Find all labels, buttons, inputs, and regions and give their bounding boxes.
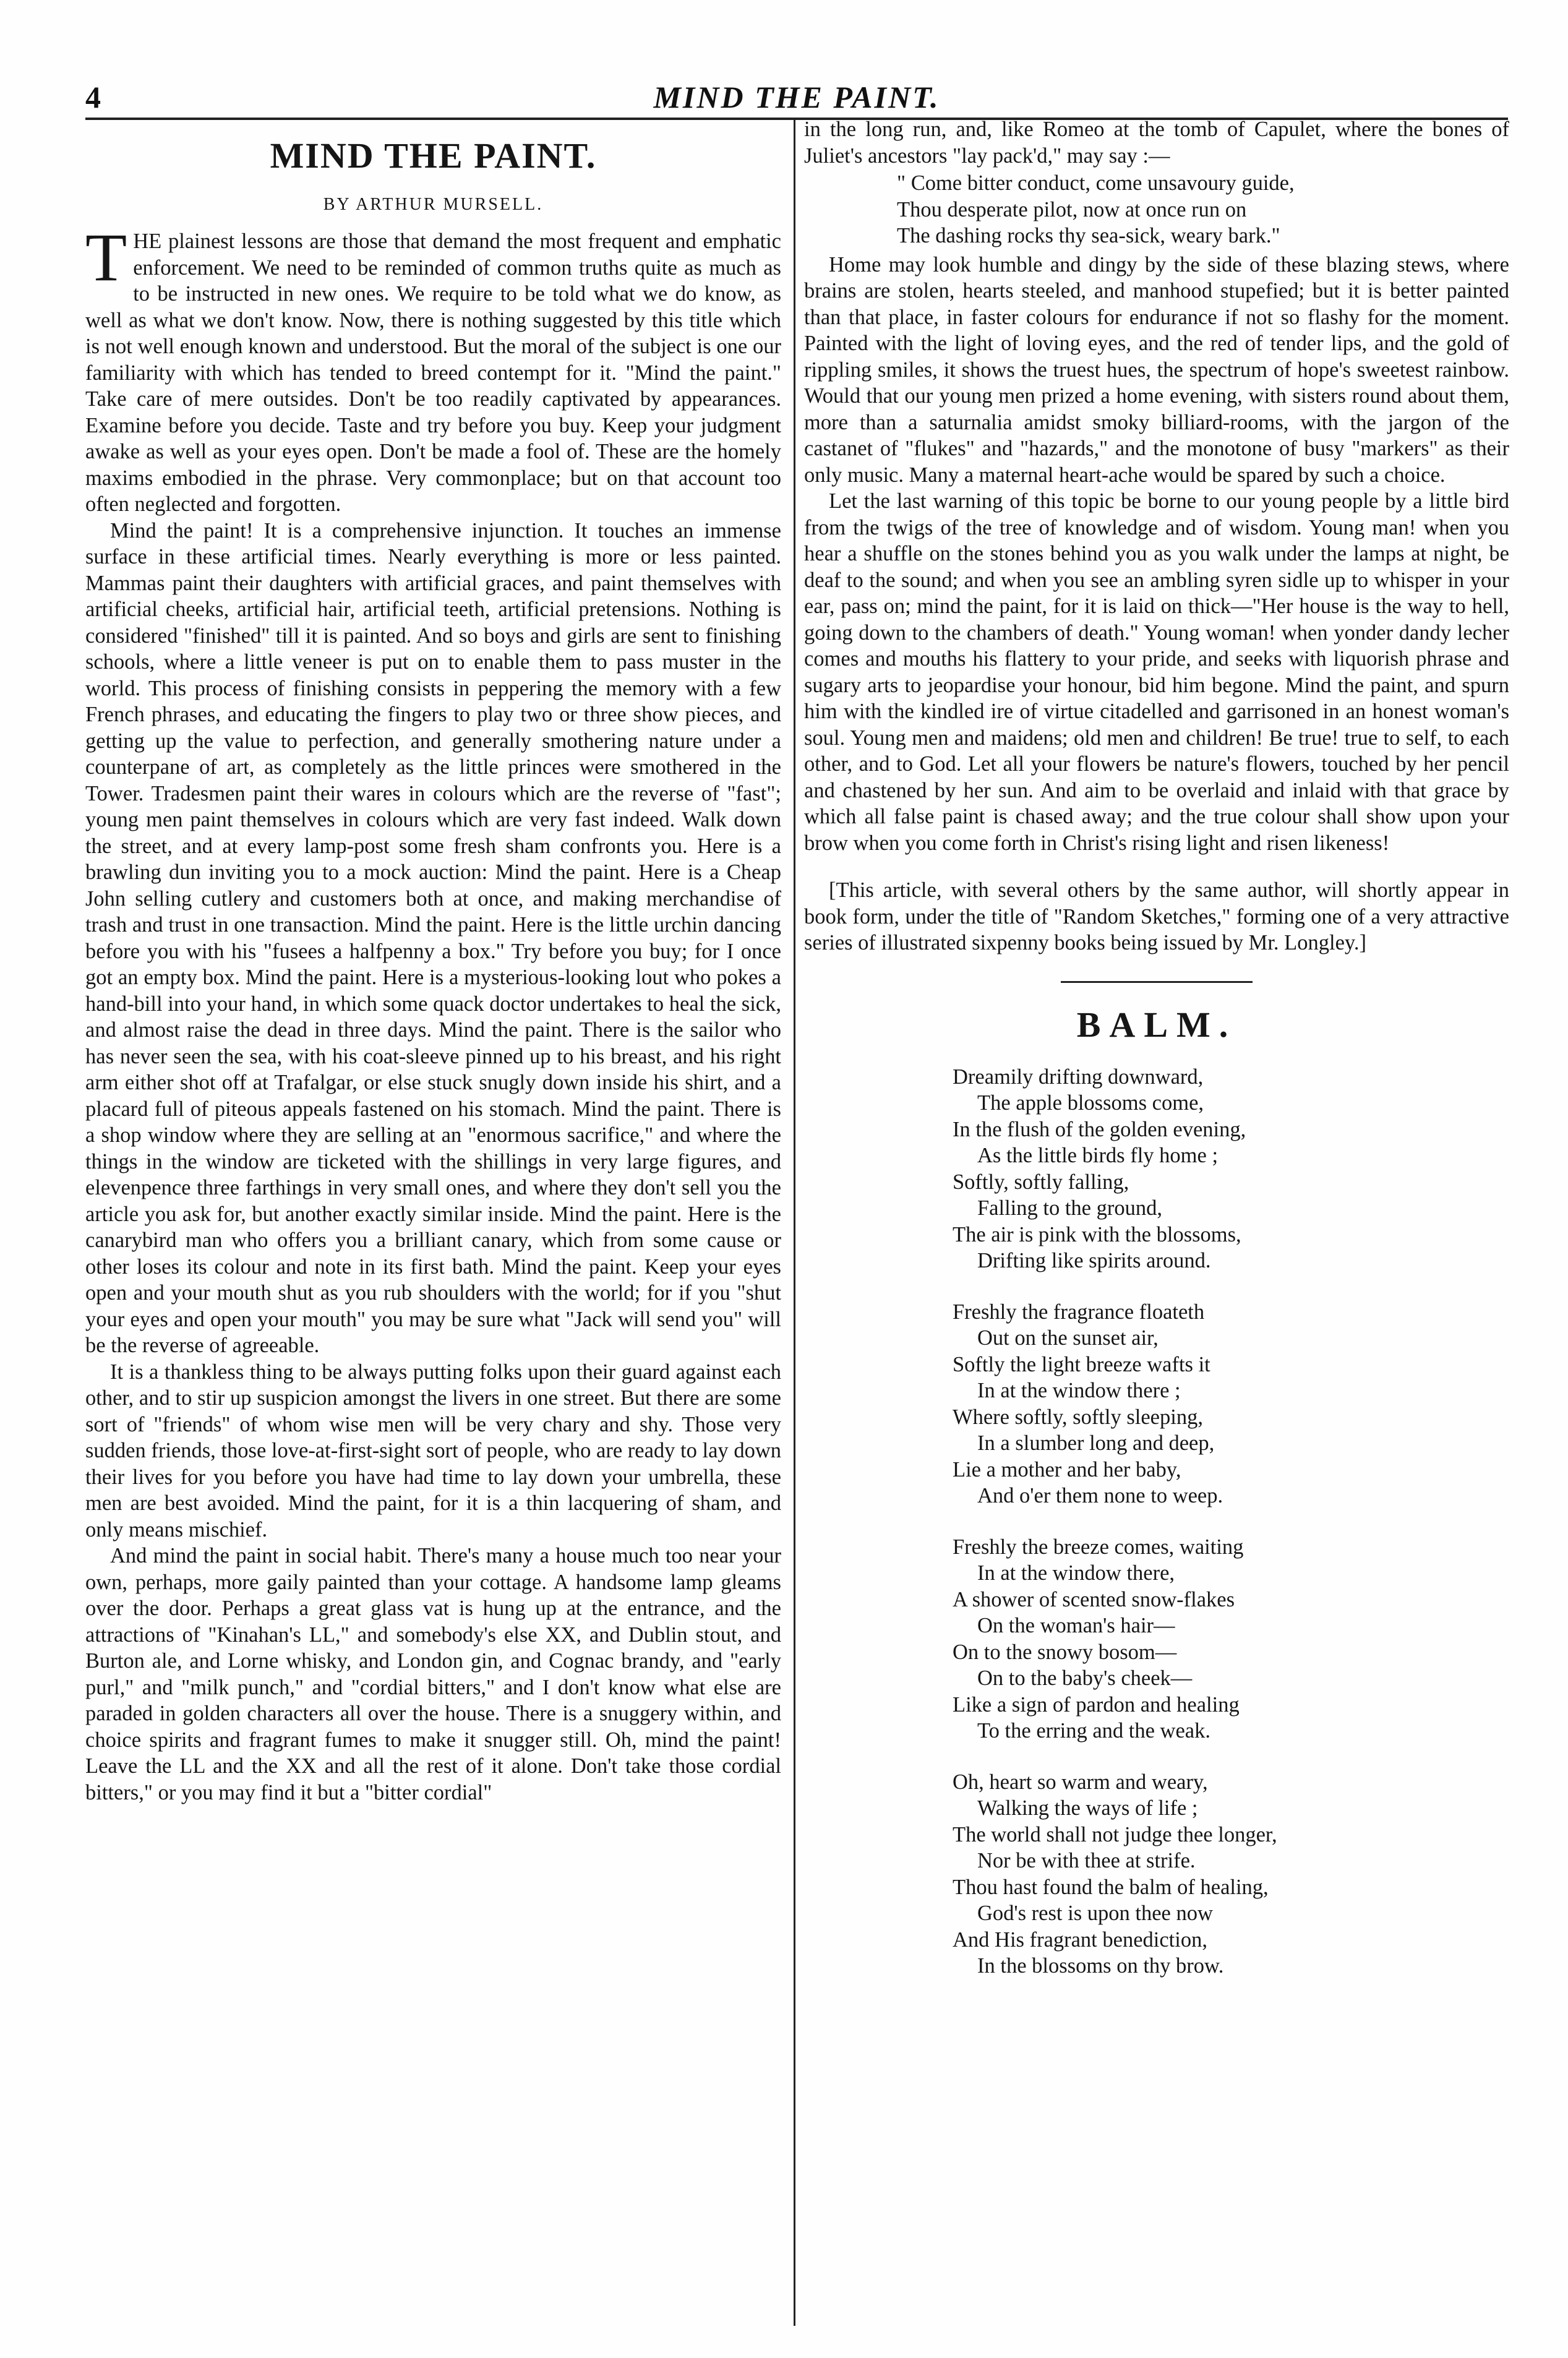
paragraph-text: HE plainest lessons are those that demand the most frequent and emphatic enforcement. We need to be reminded of common truths quite as much as to be instructed in new ones. We require to be told what we do know, as well as what we don't know. Now, there is nothing suggested by this title which is not well enough known and understood. But the moral of the subject is one our familiarity with which has tended to breed contempt for it. "Mind the paint." Take care of mere outsides. Don't be too readily captivated by appearances. Examine before you decide. Taste and try before you buy. Keep your judgment awake as well as your eyes open. Don't be made a fool of. These are the homely maxims embodied in the phrase. Very commonplace; but on that account too often neglected and forgotten. bbox=[85, 229, 781, 516]
poem-line: Where softly, softly sleeping, bbox=[953, 1405, 1203, 1429]
poem-line: And o'er them none to weep. bbox=[977, 1484, 1223, 1507]
poem-stanza bbox=[953, 1064, 1509, 1274]
verse-quote bbox=[897, 170, 1509, 249]
poem-line: Oh, heart so warm and weary, bbox=[953, 1770, 1208, 1794]
poem-line: Dreamily drifting downward, bbox=[953, 1065, 1204, 1089]
left-column bbox=[85, 124, 781, 1806]
article-paragraph-2: Mind the paint! It is a comprehensive injunction. It touches an immense surface in these artificial times. Nearly everything is more or less painted. Mammas paint their daughters with artificial graces, and paint themselves with artificial cheeks, artificial hair, artificial teeth, artificial pretensions. Nothing is considered "finished" till it is painted. And so boys and girls are sent to finishing schools, where a little veneer is put on to enable them to pass muster in the world. This process of finishing consists in peppering the memory with a few French phrases, and educating the fingers to play two or three show pieces, and getting up the value to perfection, and generally smothering nature under a counterpane of art, as completely as the little princes were smothered in the Tower. Tradesmen paint their wares in colours which are the reverse of "fast"; young men paint themselves in colours which are very fast indeed. Walk down the street, and at every lamp-post some fresh sham confronts you. Here is a brawling dun inviting you to a mock auction: Mind the paint. Here is a Cheap John selling cutlery and customers both at once, and making merchandise of trash and trust in one transaction. Mind the paint. Here is the little urchin dancing before you with his "fusees a halfpenny a box." Try before you buy; for I once got an empty box. Mind the paint. Here is a mysterious-looking lout who pokes a hand-bill into your hand, in which some quack doctor undertakes to heal the sick, and almost raise the dead in three days. Mind the paint. There is the sailor who has never seen the sea, with his coat-sleeve pinned up to his breast, and his right arm either shot off at Trafalgar, or else stuck snugly down inside his shirt, and a placard full of piteous appeals fastened on his stomach. Mind the paint. There is a shop window where they are selling at an "enormous sacrifice," and where the things in the window are ticketed with the shillings in very large figures, and elevenpence three farthings in very small ones, and where they don't sell you the article you ask for, but another exactly similar inside. Mind the paint. Here is the canarybird man who offers you a brilliant canary, which from some cause or other loses its colour and note in its first bath. Mind the paint. Keep your eyes open and your mouth shut as you rub shoulders with the world; for if you "shut your eyes and open your mouth" you may be sure what "Jack will send you" will be the reverse of agreeable. bbox=[85, 518, 781, 1357]
poem-stanza bbox=[953, 1769, 1509, 1979]
column-rule bbox=[794, 118, 795, 2326]
quote-line: Thou desperate pilot, now at once run on bbox=[897, 197, 1247, 221]
article-title: MIND THE PAINT. bbox=[270, 135, 597, 176]
right-column bbox=[804, 116, 1509, 2004]
poem-line: Softly, softly falling, bbox=[953, 1170, 1129, 1194]
poem-line: On to the snowy bosom— bbox=[953, 1640, 1177, 1664]
poem-line: A shower of scented snow-flakes bbox=[953, 1587, 1235, 1611]
poem-line: Freshly the breeze comes, waiting bbox=[953, 1535, 1244, 1559]
article-paragraph-1 bbox=[85, 220, 781, 518]
article-paragraph-continued: in the long run, and, like Romeo at the tomb of Capulet, where the bones of Juliet's ancestors "lay pack'd," may say :— bbox=[804, 118, 1509, 168]
poem-stanza bbox=[953, 1534, 1509, 1744]
article-paragraph-6: Let the last warning of this topic be borne to our young people by a little bird from the twigs of the tree of knowledge and of wisdom. Young man! when you hear a shuffle on the stones behind you as you walk under the lamps at night, be deaf to the sound; and when you see an ambling syren sidle up to whisper in your ear, pass on; mind the paint, for it is laid on thick—"Her house is the way to hell, going down to the chambers of death." Young woman! when yonder dandy lecher comes and mouths his flattery to your pride, and seeks with liquorish phrase and sugary arts to jeopardise your honour, bid him begone. Mind the paint, and spurn him with the kindled ire of virtue citadelled and garrisoned in an honest woman's soul. Young men and maidens; old men and children! Be true! true to self, to each other, and to God. Let all your flowers be nature's flowers, touched by her pencil and chastened by her sun. And aim to be overlaid and inlaid with that grace by which all false paint is chased away; and the true colour shall show upon your brow when you come forth in Christ's rising light and risen likeness! bbox=[804, 489, 1509, 855]
article-paragraph-4: And mind the paint in social habit. There's many a house much too near your own, perhaps, more gaily painted than your cottage. A handsome lamp gleams over the door. Perhaps a great glass vat is hung up at the entrance, and the attractions of "Kinahan's LL," and somebody's else XX, and Dublin stout, and Burton ale, and Lorne whisky, and London gin, and Cognac brandy, and "early purl," and "milk punch," and "cordial bitters," and I don't know what else are paraded in golden characters all over the house. There is a snuggery within, and choice spirits and fragrant fumes to make it snugger still. Oh, mind the paint! Leave the LL and the XX and all the rest of it alone. Don't take those cordial bitters," or you may find it but a "bitter cordial" bbox=[85, 1544, 781, 1804]
poem-line: In at the window there ; bbox=[977, 1379, 1181, 1402]
poem-stanza bbox=[953, 1299, 1509, 1509]
poem-line: Out on the sunset air, bbox=[977, 1326, 1159, 1350]
section-separator bbox=[1061, 981, 1253, 983]
poem-line: On to the baby's cheek— bbox=[977, 1666, 1193, 1690]
running-head bbox=[85, 79, 1508, 116]
editorial-note: [This article, with several others by the same author, will shortly appear in book form, under the title of "Random Sketches," forming one of a very attractive series of illustrated sixpenny books being issued by Mr. Longley.] bbox=[804, 878, 1509, 954]
poem-line: The world shall not judge thee longer, bbox=[953, 1822, 1277, 1846]
poem-line: As the little birds fly home ; bbox=[977, 1144, 1219, 1167]
poem-line: Walking the ways of life ; bbox=[977, 1796, 1198, 1820]
poem-line: Falling to the ground, bbox=[977, 1196, 1162, 1220]
quote-line: " Come bitter conduct, come unsavoury guide, bbox=[897, 171, 1295, 195]
poem-line: The apple blossoms come, bbox=[977, 1091, 1204, 1115]
poem-title: BALM. bbox=[1076, 1004, 1237, 1045]
poem-line: In at the window there, bbox=[977, 1561, 1175, 1585]
poem-line: On the woman's hair— bbox=[977, 1614, 1175, 1637]
poem-line: To the erring and the weak. bbox=[977, 1719, 1210, 1743]
poem-line: The air is pink with the blossoms, bbox=[953, 1222, 1241, 1246]
poem-line: Nor be with thee at strife. bbox=[977, 1849, 1196, 1872]
poem-line: In the blossoms on thy brow. bbox=[977, 1954, 1224, 1978]
poem-line: Thou hast found the balm of healing, bbox=[953, 1875, 1269, 1899]
page-number: 4 bbox=[85, 80, 101, 114]
drop-cap: T bbox=[85, 220, 127, 295]
article-paragraph-3: It is a thankless thing to be always putting folks upon their guard against each other, and to stir up suspicion amongst the livers in one street. But there are some sort of "friends" of whom wise men will be very chary and shy. Those very sudden friends, those love-at-first-sight sort of people, who are ready to lay down their lives for you before you have had time to lay down your umbrella, these men are best avoided. Mind the paint, for it is a thin lacquering of sham, and only means mischief. bbox=[85, 1360, 781, 1541]
poem-line: Freshly the fragrance floateth bbox=[953, 1300, 1205, 1324]
poem-line: Drifting like spirits around. bbox=[977, 1249, 1211, 1272]
article-paragraph-5: Home may look humble and dingy by the side of these blazing stews, where brains are stolen, hearts steeled, and manhood stupefied; but it is better painted than that place, in faster colours for endurance if not so flashy for the moment. Painted with the light of loving eyes, and the red of tender lips, and the gold of rippling smiles, it shows the truest hues, the spectrum of hope's sweetest rainbow. Would that our young men prized a home evening, with sisters round about them, more than a saturnalia amidst smoky billiard-rooms, with the jargon of the castanet of "flukes" and "hazards," and the monotone of busy "markers" as their only music. Many a maternal heart-ache would be spared by such a choice. bbox=[804, 252, 1509, 487]
poem-line: In a slumber long and deep, bbox=[977, 1431, 1215, 1455]
poem bbox=[953, 1064, 1509, 1979]
quote-line: The dashing rocks thy sea-sick, weary bark." bbox=[897, 224, 1280, 247]
poem-line: Like a sign of pardon and healing bbox=[953, 1692, 1240, 1717]
article-byline: BY ARTHUR MURSELL. bbox=[323, 195, 544, 214]
poem-line: God's rest is upon thee now bbox=[977, 1901, 1213, 1925]
poem-line: And His fragrant benediction, bbox=[953, 1927, 1207, 1952]
running-title: MIND THE PAINT. bbox=[653, 80, 940, 114]
poem-line: Softly the light breeze wafts it bbox=[953, 1352, 1210, 1376]
poem-line: Lie a mother and her baby, bbox=[953, 1457, 1181, 1481]
poem-line: In the flush of the golden evening, bbox=[953, 1117, 1246, 1141]
